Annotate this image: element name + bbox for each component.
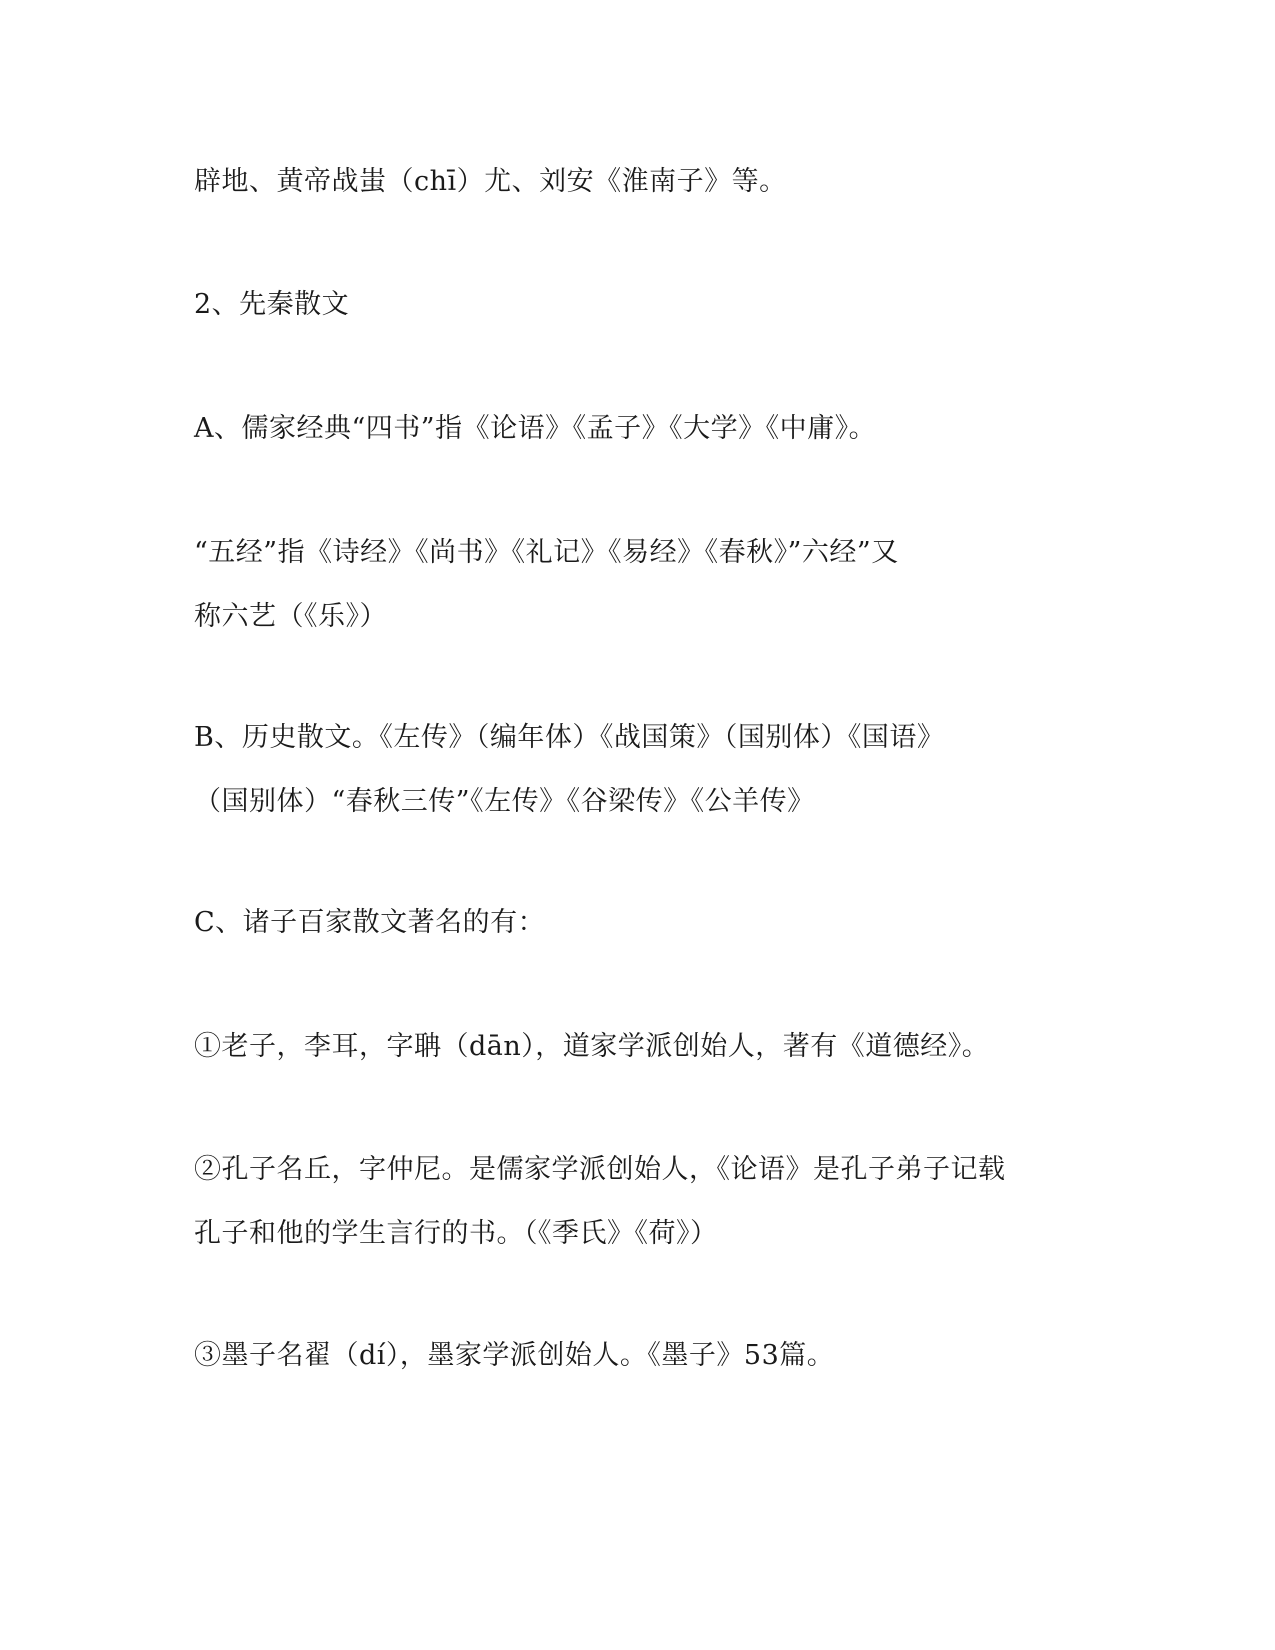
paragraph-laozi — [194, 1015, 1074, 1079]
section-heading-pre-qin-prose — [194, 273, 1074, 337]
paragraph-four-books — [194, 397, 1074, 461]
paragraph-pangu-continuation — [194, 150, 1074, 214]
text-line: A、儒家经典“四书”指《论语》《孟子》《大学》《中庸》。 — [194, 413, 877, 444]
text-line: ③墨子名翟（dí），墨家学派创始人。《墨子》53篇。 — [194, 1340, 835, 1371]
text-line: ①老子，李耳，字聃（dān），道家学派创始人，著有《道德经》。 — [194, 1031, 990, 1062]
text-line: ②孔子名丘，字仲尼。是儒家学派创始人，《论语》是孔子弟子记载 — [194, 1154, 1006, 1185]
text-line: 孔子和他的学生言行的书。（《季氏》《荷》） — [194, 1218, 718, 1249]
paragraph-historical-prose — [194, 706, 1074, 834]
text-line: “五经”指《诗经》《尚书》《礼记》《易经》《春秋》”六经”又 — [194, 537, 899, 568]
paragraph-hundred-schools — [194, 891, 1074, 955]
paragraph-confucius — [194, 1138, 1074, 1266]
paragraph-five-classics — [194, 521, 1074, 649]
text-line: 称六艺（《乐》） — [194, 601, 387, 632]
text-line: C、诸子百家散文著名的有： — [194, 907, 546, 938]
text-line: 辟地、黄帝战蚩（chī）尤、刘安《淮南子》等。 — [194, 166, 787, 197]
text-line: （国别体）“春秋三传”《左传》《谷梁传》《公羊传》 — [194, 786, 815, 817]
paragraph-mozi — [194, 1324, 1074, 1388]
text-line: B、历史散文。《左传》（编年体）《战国策》（国别体）《国语》 — [194, 722, 945, 753]
text-line: 2、先秦散文 — [194, 289, 350, 320]
